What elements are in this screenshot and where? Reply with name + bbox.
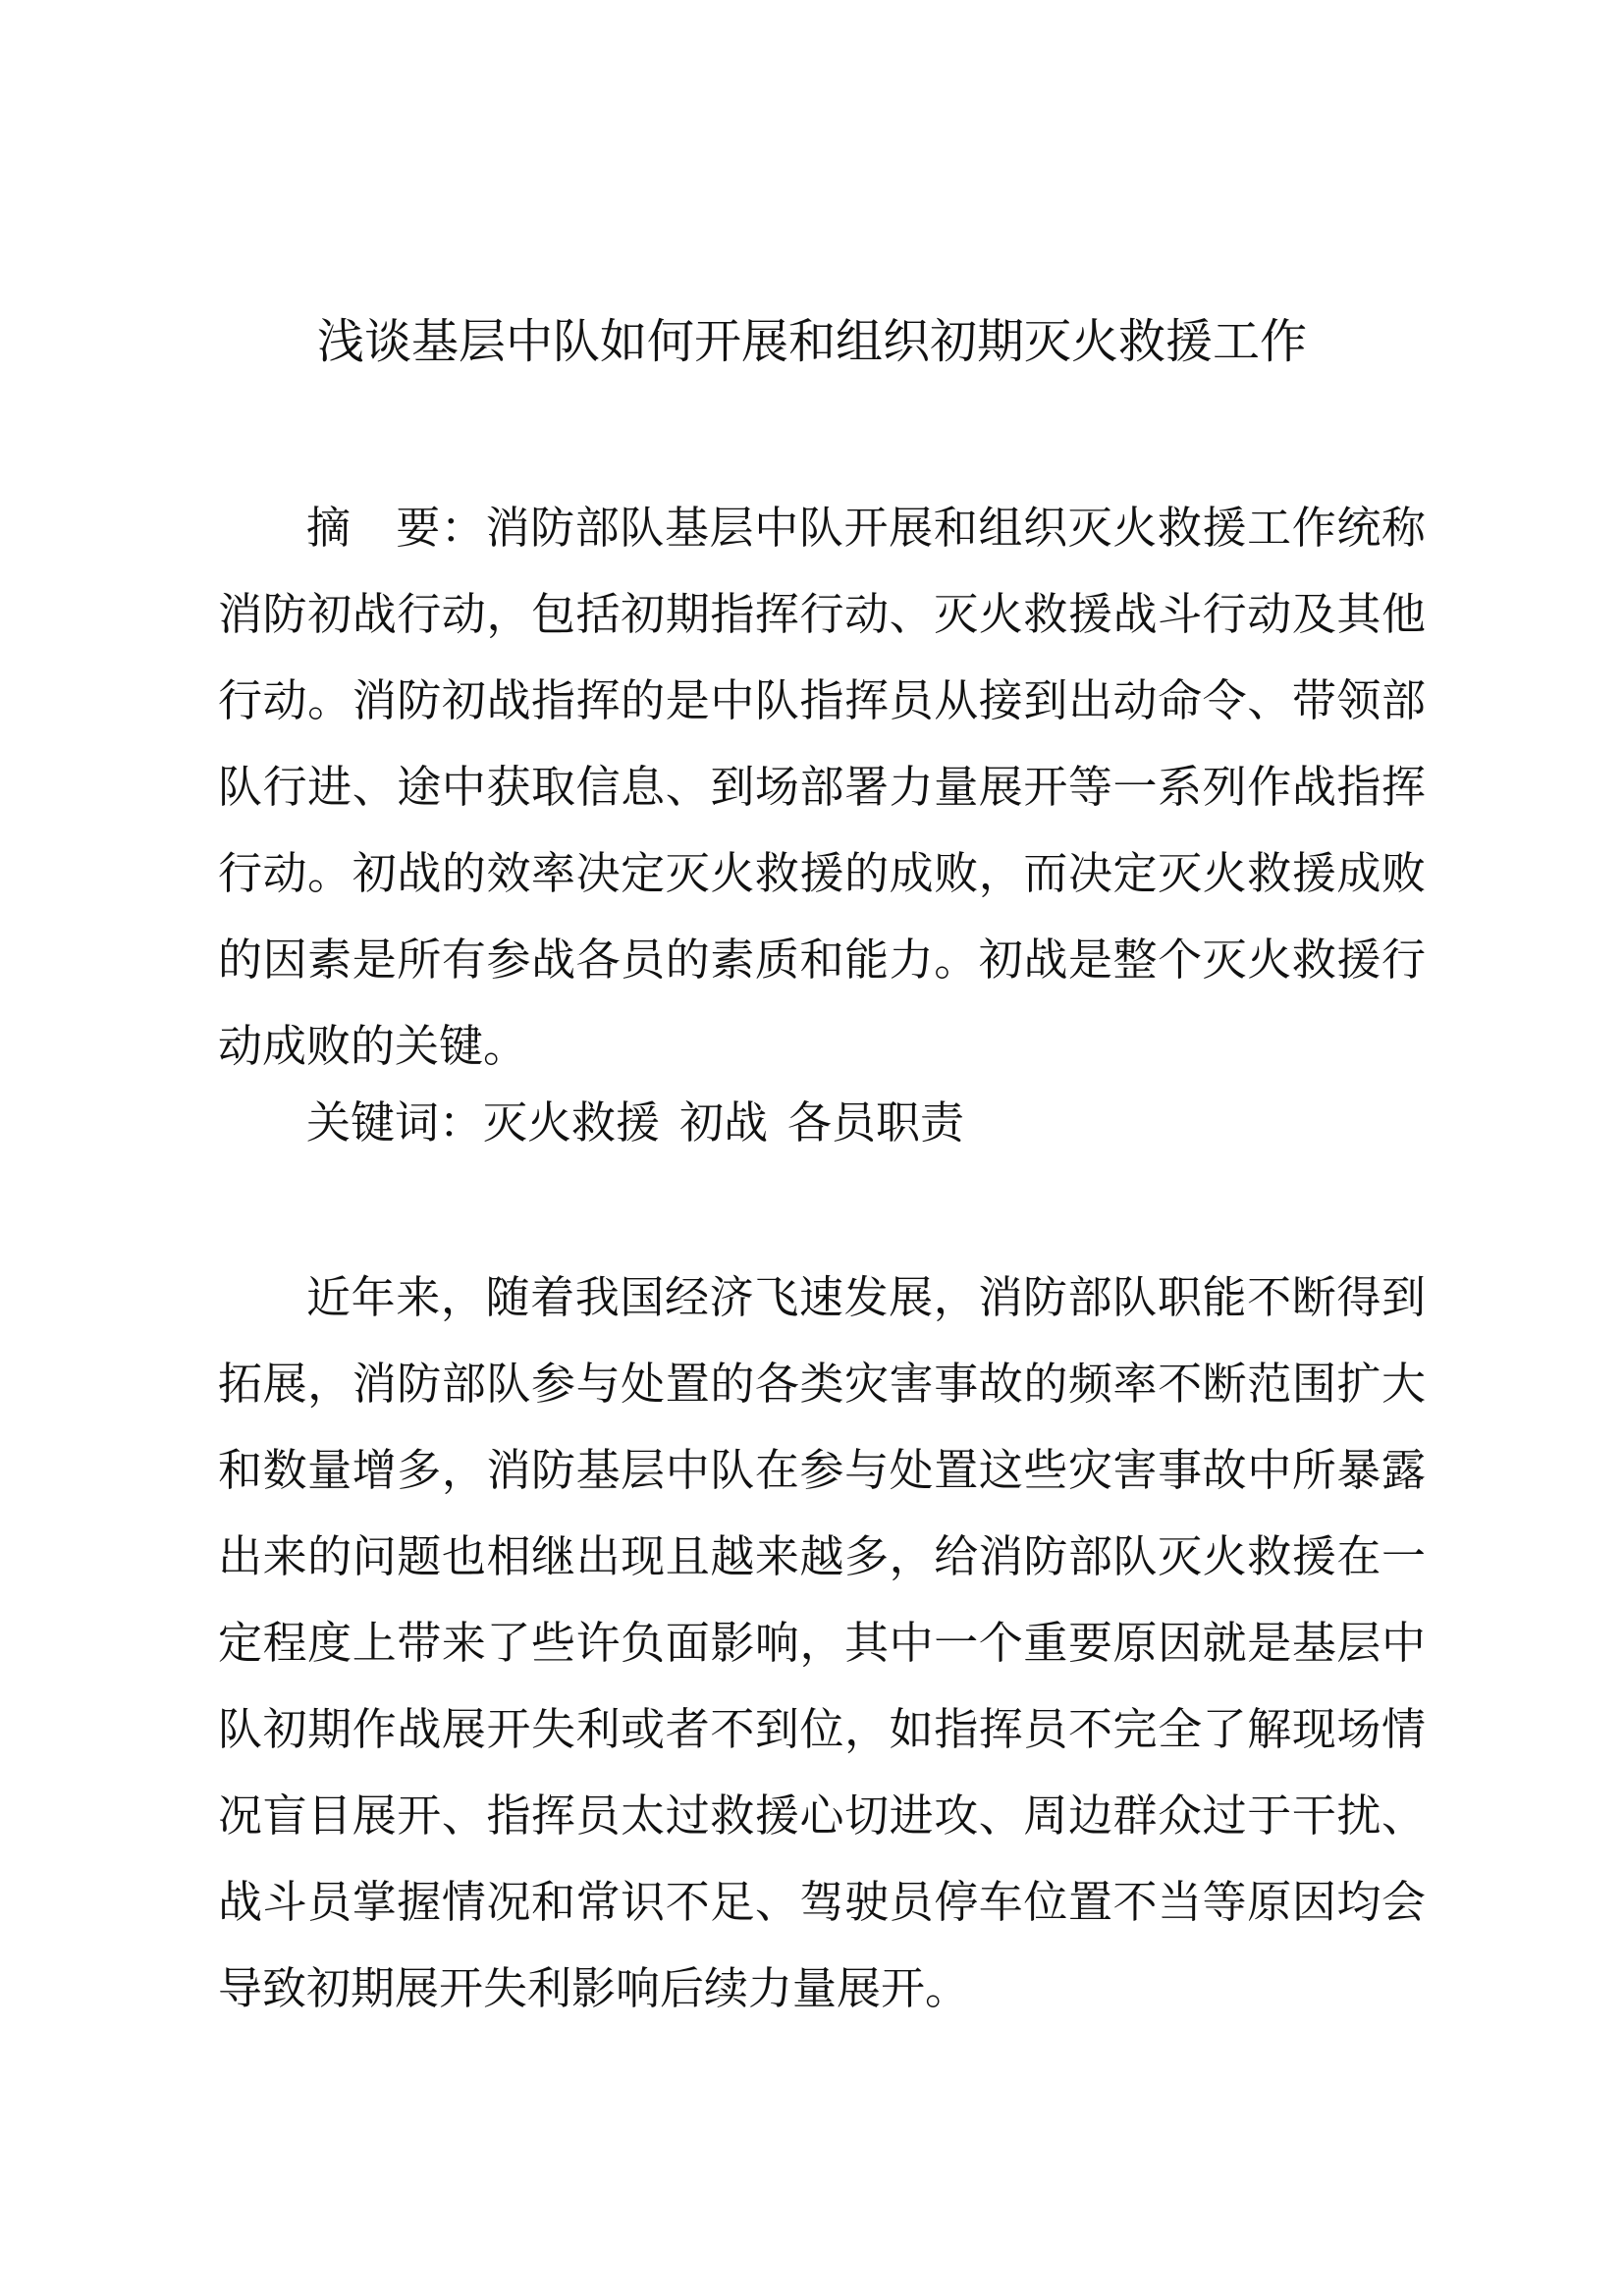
abstract-text: 消防部队基层中队开展和组织灭火救援工作统称消防初战行动，包括初期指挥行动、灭火救援战斗行动及其他行动。消防初战指挥的是中队指挥员从接到出动命令、带领部队行进、途中获取信息、到场部署力量展开等一系列作战指挥行动。初战的效率决定灭火救援的成败，而决定灭火救援成败的因素是所有参战各员的素质和能力。初战是整个灭火救援行动成败的关键。 — [218, 502, 1426, 1072]
abstract-paragraph — [218, 485, 1426, 1090]
keywords-label: 关键词： — [306, 1096, 484, 1148]
page-title: 浅谈基层中队如何开展和组织初期灭火救援工作 — [316, 314, 1307, 369]
keyword-item: 各员职责 — [787, 1096, 965, 1148]
intro-paragraph: 近年来，随着我国经济飞速发展，消防部队职能不断得到拓展，消防部队参与处置的各类灾害事故的频率不断范围扩大和数量增多，消防基层中队在参与处置这些灾害事故中所暴露出来的问题也相继出现且越来越多，给消防部队灭火救援在一定程度上带来了些许负面影响，其中一个重要原因就是基层中队初期作战展开失利或者不到位，如指挥员不完全了解现场情况盲目展开、指挥员太过救援心切进攻、周边群众过于干扰、战斗员掌握情况和常识不足、驾驶员停车位置不当等原因均会导致初期展开失利影响后续力量展开。 — [218, 1271, 1426, 2014]
keywords-line — [306, 1080, 964, 1166]
keyword-item: 初战 — [679, 1096, 769, 1148]
keyword-item: 灭火救援 — [483, 1096, 661, 1148]
abstract-label: 摘 要： — [306, 502, 486, 554]
